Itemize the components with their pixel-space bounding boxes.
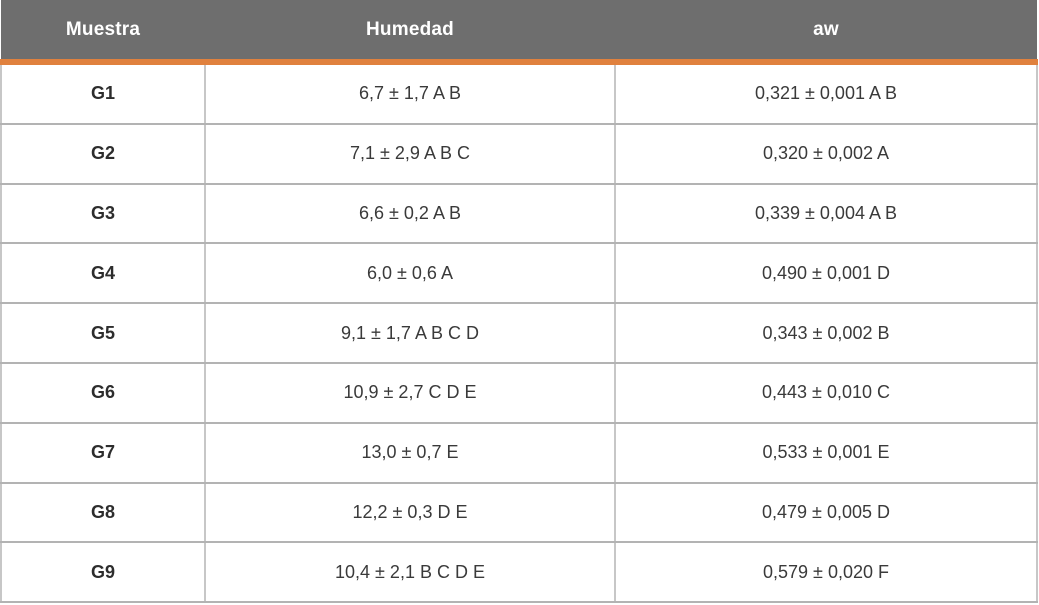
humedad-cell: 9,1 ± 1,7 A B C D <box>205 303 615 363</box>
sample-cell: G7 <box>1 423 205 483</box>
aw-cell: 0,490 ± 0,001 D <box>615 243 1037 303</box>
humedad-cell: 10,9 ± 2,7 C D E <box>205 363 615 423</box>
sample-cell: G6 <box>1 363 205 423</box>
table-row <box>1 184 1037 244</box>
sample-cell: G1 <box>1 62 205 124</box>
table-row <box>1 62 1037 124</box>
aw-cell: 0,443 ± 0,010 C <box>615 363 1037 423</box>
column-header-muestra: Muestra <box>1 0 205 62</box>
sample-cell: G4 <box>1 243 205 303</box>
aw-cell: 0,343 ± 0,002 B <box>615 303 1037 363</box>
table-row <box>1 124 1037 184</box>
header-row <box>1 0 1037 62</box>
aw-cell: 0,320 ± 0,002 A <box>615 124 1037 184</box>
table-row <box>1 363 1037 423</box>
humedad-cell: 12,2 ± 0,3 D E <box>205 483 615 543</box>
humedad-cell: 6,7 ± 1,7 A B <box>205 62 615 124</box>
aw-cell: 0,533 ± 0,001 E <box>615 423 1037 483</box>
sample-cell: G3 <box>1 184 205 244</box>
aw-cell: 0,339 ± 0,004 A B <box>615 184 1037 244</box>
aw-cell: 0,479 ± 0,005 D <box>615 483 1037 543</box>
table-row <box>1 303 1037 363</box>
sample-cell: G2 <box>1 124 205 184</box>
column-header-humedad: Humedad <box>205 0 615 62</box>
sample-cell: G8 <box>1 483 205 543</box>
table-row <box>1 243 1037 303</box>
humedad-cell: 6,6 ± 0,2 A B <box>205 184 615 244</box>
sample-cell: G9 <box>1 542 205 602</box>
humedad-cell: 10,4 ± 2,1 B C D E <box>205 542 615 602</box>
column-header-aw: aw <box>615 0 1037 62</box>
table-row <box>1 542 1037 602</box>
table-row <box>1 483 1037 543</box>
humedad-cell: 7,1 ± 2,9 A B C <box>205 124 615 184</box>
table-row <box>1 423 1037 483</box>
aw-cell: 0,321 ± 0,001 A B <box>615 62 1037 124</box>
aw-cell: 0,579 ± 0,020 F <box>615 542 1037 602</box>
sample-cell: G5 <box>1 303 205 363</box>
humedad-cell: 13,0 ± 0,7 E <box>205 423 615 483</box>
humedad-cell: 6,0 ± 0,6 A <box>205 243 615 303</box>
